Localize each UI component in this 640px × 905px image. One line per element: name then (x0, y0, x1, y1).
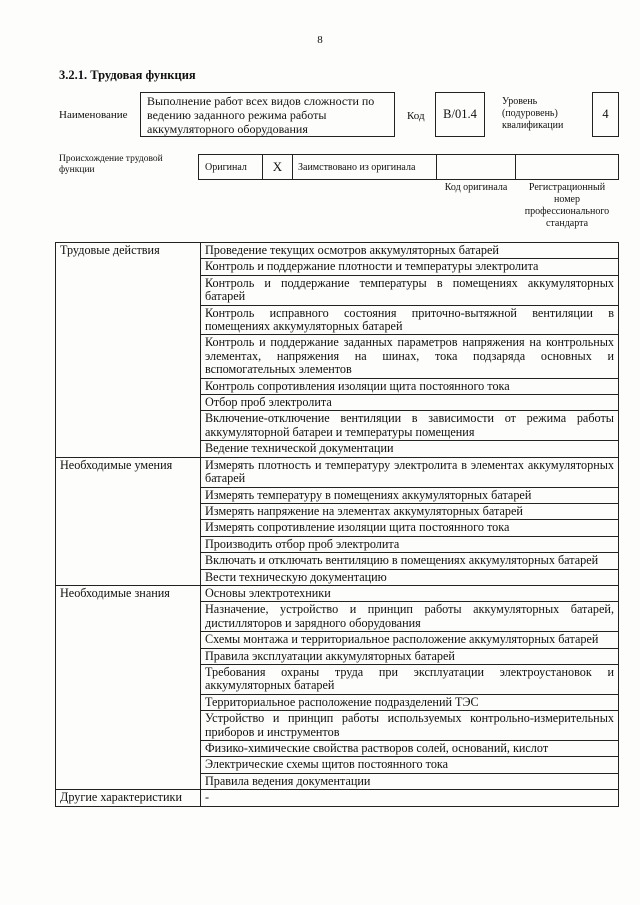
category-cell (56, 378, 201, 394)
table-row (56, 664, 619, 694)
category-cell (56, 487, 201, 503)
category-cell (56, 694, 201, 710)
table-row (56, 773, 619, 789)
borrowed-cell (292, 154, 437, 180)
table-row (56, 395, 619, 411)
borrowed-label: Заимствовано из оригинала (298, 161, 416, 173)
category-cell (56, 275, 201, 305)
item-cell: Основы электротехники (201, 585, 619, 601)
table-row (56, 378, 619, 394)
category-cell: Другие характеристики (56, 790, 201, 806)
table-row (56, 585, 619, 601)
category-cell (56, 259, 201, 275)
category-cell (56, 773, 201, 789)
item-cell: Правила ведения документации (201, 773, 619, 789)
table-row (56, 602, 619, 632)
table-row (56, 694, 619, 710)
function-details-table (55, 242, 619, 807)
table-row (56, 243, 619, 259)
item-cell: Требования охраны труда при эксплуатации электроустановок и аккумуляторных батарей (201, 664, 619, 694)
item-cell: Вести техническую документацию (201, 569, 619, 585)
item-cell: Территориальное расположение подразделений ТЭС (201, 694, 619, 710)
category-cell (56, 569, 201, 585)
category-cell (56, 335, 201, 378)
original-mark-cell (262, 154, 293, 180)
table-row (56, 648, 619, 664)
category-cell (56, 503, 201, 519)
item-cell: Устройство и принцип работы используемых контрольно-измерительных приборов и инструментов (201, 711, 619, 741)
item-cell: Контроль и поддержание плотности и температуры электролита (201, 259, 619, 275)
category-cell: Необходимые знания (56, 585, 201, 601)
section-title: 3.2.1. Трудовая функция (59, 68, 196, 82)
function-name: Выполнение работ всех видов сложности по ведению заданного режима работы аккумуляторного оборудования (147, 94, 375, 136)
table-row (56, 536, 619, 552)
item-cell: Контроль сопротивления изоляции щита постоянного тока (201, 378, 619, 394)
category-cell: Необходимые умения (56, 457, 201, 487)
level-value-box (592, 92, 619, 137)
code-value: B/01.4 (443, 107, 477, 121)
table-row (56, 487, 619, 503)
table-row (56, 275, 619, 305)
item-cell: Измерять температуру в помещениях аккумуляторных батарей (201, 487, 619, 503)
item-cell: Измерять плотность и температуру электролита в элементах аккумуляторных батарей (201, 457, 619, 487)
item-cell: Назначение, устройство и принцип работы аккумуляторных батарей, дистилляторов и зарядного оборудования (201, 602, 619, 632)
item-cell: Включать и отключать вентиляцию в помещениях аккумуляторных батарей (201, 553, 619, 569)
original-mark: X (272, 159, 283, 174)
code-value-box (435, 92, 485, 137)
category-cell (56, 664, 201, 694)
original-label: Оригинал (205, 161, 247, 173)
category-cell (56, 632, 201, 648)
table-row (56, 411, 619, 441)
category-cell (56, 395, 201, 411)
item-cell: Измерять напряжение на элементах аккумуляторных батарей (201, 503, 619, 519)
table-row (56, 553, 619, 569)
item-cell: Правила эксплуатации аккумуляторных батарей (201, 648, 619, 664)
table-row (56, 790, 619, 806)
item-cell: Контроль исправного состояния приточно-вытяжной вентиляции в помещениях аккумуляторных батарей (201, 305, 619, 335)
page-number: 8 (317, 34, 323, 46)
origin-label: Происхождение трудовой функции (59, 154, 163, 175)
table-row (56, 503, 619, 519)
table-row (56, 305, 619, 335)
level-label: Уровень (подуровень) квалификации (502, 96, 564, 131)
category-cell (56, 648, 201, 664)
name-label: Наименование (59, 109, 128, 121)
category-cell (56, 553, 201, 569)
table-row (56, 632, 619, 648)
category-cell (56, 305, 201, 335)
table-row (56, 741, 619, 757)
item-cell: - (201, 790, 619, 806)
item-cell: Производить отбор проб электролита (201, 536, 619, 552)
item-cell: Контроль и поддержание температуры в помещениях аккумуляторных батарей (201, 275, 619, 305)
item-cell: Отбор проб электролита (201, 395, 619, 411)
item-cell: Электрические схемы щитов постоянного тока (201, 757, 619, 773)
item-cell: Включение-отключение вентиляции в зависимости от режима работы аккумуляторной батареи и температуры помещения (201, 411, 619, 441)
category-cell (56, 711, 201, 741)
table-row (56, 757, 619, 773)
category-cell (56, 520, 201, 536)
function-name-box (140, 92, 395, 137)
level-value: 4 (602, 107, 609, 121)
item-cell: Физико-химические свойства растворов солей, оснований, кислот (201, 741, 619, 757)
reg-number-caption: Регистрационный номер профессионального стандарта (524, 182, 610, 229)
item-cell: Измерять сопротивление изоляции щита постоянного тока (201, 520, 619, 536)
category-cell (56, 602, 201, 632)
category-cell (56, 441, 201, 457)
table-row (56, 457, 619, 487)
item-cell: Ведение технической документации (201, 441, 619, 457)
code-label: Код (407, 110, 425, 122)
table-row (56, 335, 619, 378)
table-row (56, 711, 619, 741)
item-cell: Проведение текущих осмотров аккумуляторных батарей (201, 243, 619, 259)
original-code-caption: Код оригинала (444, 182, 508, 193)
original-code-cell (436, 154, 516, 180)
category-cell (56, 757, 201, 773)
reg-number-cell (515, 154, 619, 180)
table-row (56, 520, 619, 536)
table-row (56, 441, 619, 457)
category-cell (56, 741, 201, 757)
category-cell: Трудовые действия (56, 243, 201, 259)
item-cell: Схемы монтажа и территориальное расположение аккумуляторных батарей (201, 632, 619, 648)
category-cell (56, 411, 201, 441)
original-cell (198, 154, 263, 180)
category-cell (56, 536, 201, 552)
table-row (56, 259, 619, 275)
item-cell: Контроль и поддержание заданных параметров напряжения на контрольных элементах, напряжения на шинах, тока подзаряда основных и вспомогательных элементов (201, 335, 619, 378)
table-row (56, 569, 619, 585)
